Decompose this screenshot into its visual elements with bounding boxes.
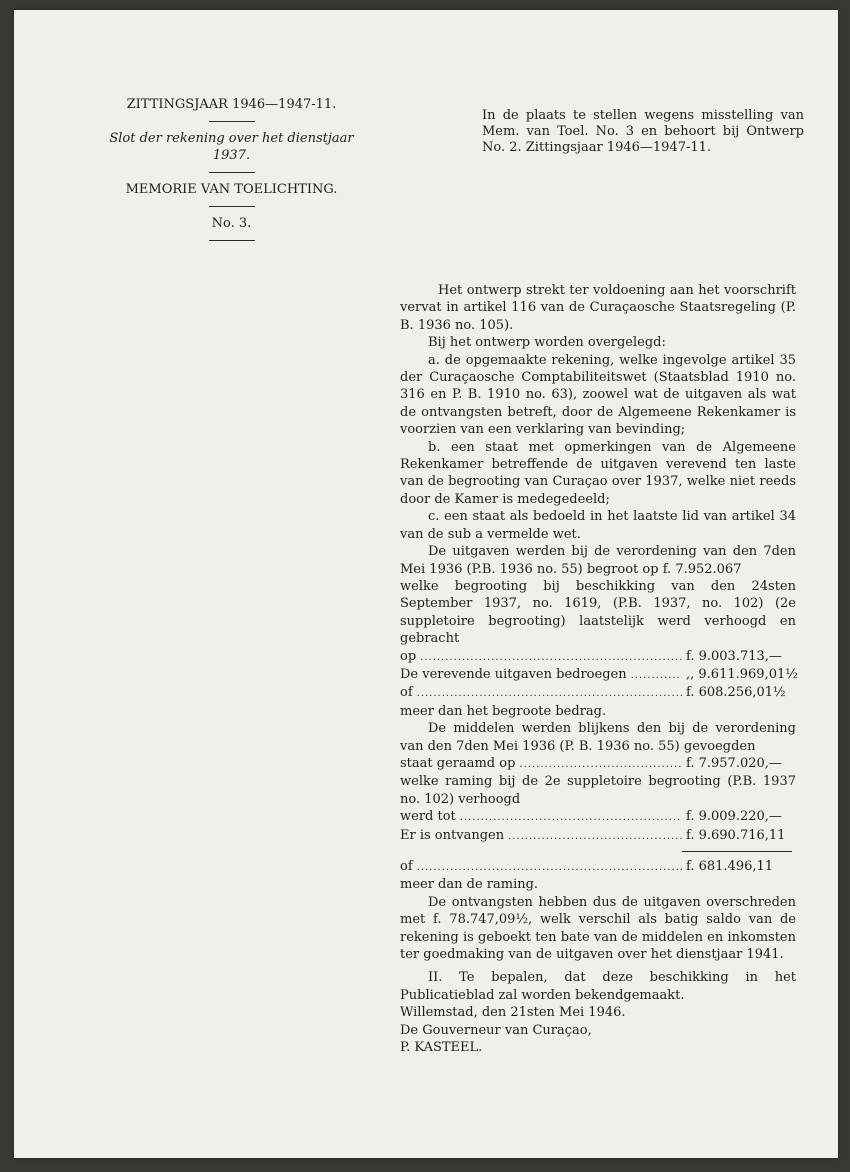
list-item-a: a. de opgemaakte rekening, welke ingevolge artikel 35 der Curaçaosche Comptabiliteitswet (Staatsblad 1910 no. 316 en P. B. 1910 no. 63), zoowel wat de uitgaven als wat de ontvangsten betreft, door de Algemeene Rekenkamer is voorzien van een verklaring van bevinding; bbox=[400, 352, 796, 438]
amount-value: ,, 9.611.969,01½ bbox=[686, 666, 798, 682]
leader-dots bbox=[460, 809, 682, 826]
paragraph: De middelen werden blijkens den bij de verordening van den 7den Mei 1936 (P. B. 1936 no. 55) gevoegden bbox=[400, 721, 796, 754]
leader-dots bbox=[420, 649, 682, 666]
amount-row bbox=[400, 827, 796, 845]
amount-label: werd tot bbox=[400, 809, 456, 825]
amount-label: of bbox=[400, 859, 413, 874]
amount-value: f. 9.009.220,— bbox=[686, 809, 782, 825]
amount-row bbox=[400, 648, 796, 666]
amount-value: f. 9.003.713,— bbox=[686, 648, 782, 664]
document-body bbox=[400, 282, 796, 1056]
total-rule bbox=[682, 851, 792, 852]
expenses-budget-text: De uitgaven werden bij de verordening van den 7den Mei 1936 (P.B. 1936 no. 55) begroot op bbox=[400, 544, 796, 577]
amount-label: op bbox=[400, 648, 417, 664]
divider bbox=[209, 172, 255, 173]
amount-label: staat geraamd op bbox=[400, 755, 516, 771]
amount-label: Er is ontvangen bbox=[400, 827, 505, 843]
paragraph: Het ontwerp strekt ter voldoening aan het voorschrift vervat in artikel 116 van de Curaçaosche Staatsregeling (P. B. 1936 no. 105). bbox=[400, 283, 796, 333]
amount-value: f. 608.256,01½ bbox=[686, 685, 786, 701]
list-item-b: b. een staat met opmerkingen van de Algemeene Rekenkamer betreffende de uitgaven verevend ten laste van de begrooting van Curaçao over 1937, welke niet reeds door de Kamer is medegedeeld; bbox=[400, 439, 796, 507]
leader-dots bbox=[631, 667, 682, 684]
divider bbox=[209, 121, 255, 122]
paragraph: meer dan het begroote bedrag. bbox=[400, 703, 607, 719]
paragraph: welke raming bij de 2e suppletoire begrooting (P.B. 1937 no. 102) verhoogd bbox=[400, 774, 796, 807]
leader-dots bbox=[417, 685, 682, 702]
paragraph: welke begrooting bij beschikking van den 24sten September 1937, no. 1619, (P.B. 1937, no. 102) (2e suppletoire begrooting) laatstelijk werd verhoogd en gebracht bbox=[400, 578, 796, 647]
amount-value: f. 681.496,11 bbox=[686, 859, 774, 874]
amount-row bbox=[400, 755, 796, 773]
paragraph: Bij het ontwerp worden overgelegd: bbox=[428, 335, 666, 351]
document-type: MEMORIE VAN TOELICHTING. bbox=[125, 182, 338, 197]
signature-place-date: Willemstad, den 21sten Mei 1946. bbox=[400, 1005, 626, 1021]
document-page bbox=[14, 10, 838, 1158]
header-left bbox=[104, 96, 359, 249]
amount-value: f. 9.690.716,11 bbox=[686, 827, 786, 843]
paragraph bbox=[400, 543, 796, 578]
session-year: ZITTINGSJAAR 1946—1947-11. bbox=[126, 97, 337, 112]
amount-label: De verevende uitgaven bedroegen bbox=[400, 666, 627, 682]
divider bbox=[209, 240, 255, 241]
divider bbox=[209, 206, 255, 207]
signature-name: P. KASTEEL. bbox=[400, 1040, 483, 1056]
signature-title: De Gouverneur van Curaçao, bbox=[400, 1022, 592, 1038]
leader-dots bbox=[519, 756, 682, 773]
amount-row bbox=[400, 684, 796, 702]
amount-value: f. 7.957.020,— bbox=[686, 755, 782, 771]
paragraph: II. Te bepalen, dat deze beschikking in het Publicatieblad zal worden bekendgemaakt. bbox=[400, 970, 796, 1003]
document-subtitle: Slot der rekening over het dienstjaar 1937. bbox=[109, 131, 354, 163]
amount-row bbox=[400, 666, 796, 684]
leader-dots bbox=[508, 828, 682, 845]
document-number: No. 3. bbox=[211, 216, 252, 231]
amount-row bbox=[400, 858, 796, 876]
correction-note: In de plaats te stellen wegens misstelling van Mem. van Toel. No. 3 en behoort bij Ontwerp No. 2. Zittingsjaar 1946—1947-11. bbox=[482, 108, 804, 155]
expenses-budget-amount: f. 7.952.067 bbox=[662, 561, 742, 577]
paragraph: De ontvangsten hebben dus de uitgaven overschreden met f. 78.747,09½, welk verschil als batig saldo van de rekening is geboekt ten bate van de middelen en inkomsten ter goedmaking van de uitgaven over het dienstjaar 1941. bbox=[400, 894, 796, 963]
leader-dots bbox=[417, 859, 682, 876]
paragraph: meer dan de raming. bbox=[400, 877, 539, 893]
amount-row bbox=[400, 808, 796, 826]
list-item-c: c. een staat als bedoeld in het laatste lid van artikel 34 van de sub a vermelde wet. bbox=[400, 509, 796, 542]
amount-label: of bbox=[400, 685, 413, 701]
